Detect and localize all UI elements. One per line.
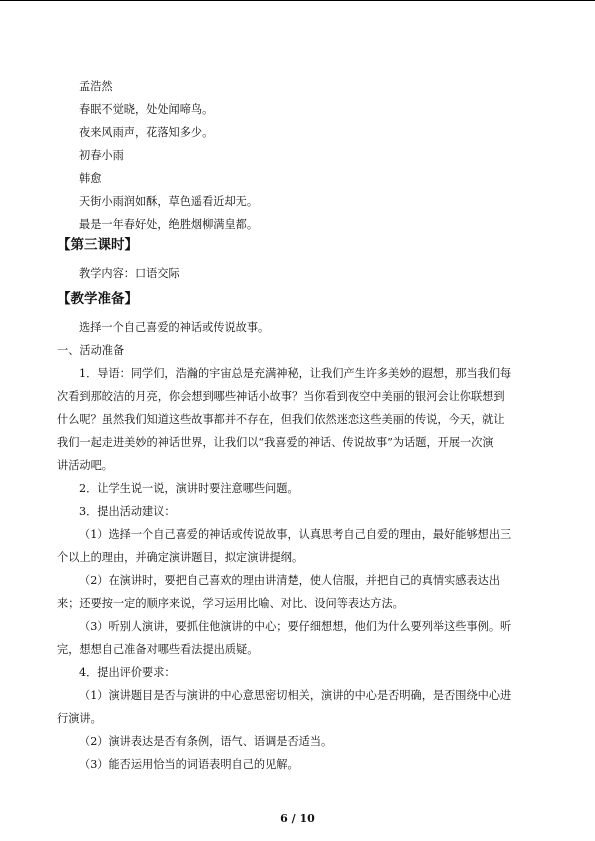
- poem1-author: 孟浩然: [79, 80, 113, 93]
- suggestion1-line: 个以上的理由，并确定演讲题目，拟定演讲提纲。: [57, 551, 304, 564]
- section3-heading: 【第三课时】: [57, 237, 138, 253]
- activity-title: 一、活动准备: [57, 344, 125, 357]
- suggestion3-line: 完，想想自己准备对哪些看法提出质疑。: [57, 643, 259, 656]
- evaluation3-text: （3）能否运用恰当的词语表明自己的见解。: [79, 758, 299, 771]
- poem2-line2: 最是一年春好处，绝胜烟柳满皇都。: [79, 218, 259, 231]
- poem1-line2: 夜来风雨声，花落知多少。: [79, 126, 214, 139]
- step4-text: 4．提出评价要求：: [79, 666, 176, 679]
- guide-line: 我们一起走进美妙的神话世界，让我们以“我喜爱的神话、传说故事”为话题，开展一次演: [57, 436, 494, 449]
- section3-content: 教学内容：口语交际: [79, 267, 180, 280]
- step3-text: 3．提出活动建议：: [79, 505, 176, 518]
- evaluation2-text: （2）演讲表达是否有条例，语气、语调是否适当。: [79, 735, 333, 748]
- guide-line: 1．导语：同学们，浩瀚的宇宙总是充满神秘，让我们产生许多美妙的遐想，那当我们每: [79, 367, 512, 380]
- suggestion2-line: 来；还要按一定的顺序来说，学习运用比喻、对比、设问等表达方法。: [57, 597, 404, 610]
- poem2-author: 韩愈: [79, 172, 102, 185]
- suggestion2-line: （2）在演讲时，要把自己喜欢的理由讲清楚，使人信服，并把自己的真情实感表达出: [79, 574, 501, 587]
- guide-line: 次看到那皎洁的月亮，你会想到哪些神话小故事？当你看到夜空中美丽的银河会让你联想到: [57, 390, 505, 403]
- suggestion1-line: （1）选择一个自己喜爱的神话或传说故事，认真思考自己自爱的理由，最好能够想出三: [79, 528, 512, 541]
- prep-intro: 选择一个自己喜爱的神话或传说故事。: [79, 321, 270, 334]
- poem2-line1: 天街小雨润如酥，草色遥看近却无。: [79, 195, 259, 208]
- evaluation1-line: （1）演讲题目是否与演讲的中心意思密切相关，演讲的中心是否明确，是否围绕中心进: [79, 689, 512, 702]
- evaluation1-line: 行演讲。: [57, 712, 102, 725]
- page-number: 6 / 10: [280, 812, 315, 825]
- suggestion3-line: （3）听别人演讲，要抓住他演讲的中心；要仔细想想，他们为什么要列举这些事例。听: [79, 620, 512, 633]
- guide-line: 什么呢？虽然我们知道这些故事都并不存在，但我们依然迷恋这些美丽的传说，今天，就让: [57, 413, 505, 426]
- guide-line: 讲活动吧。: [57, 459, 113, 472]
- poem2-title: 初春小雨: [79, 149, 124, 162]
- poem1-line1: 春眠不觉晓，处处闻啼鸟。: [79, 103, 214, 116]
- prep-heading: 【教学准备】: [57, 291, 138, 307]
- step2-text: 2．让学生说一说，演讲时要注意哪些问题。: [79, 482, 299, 495]
